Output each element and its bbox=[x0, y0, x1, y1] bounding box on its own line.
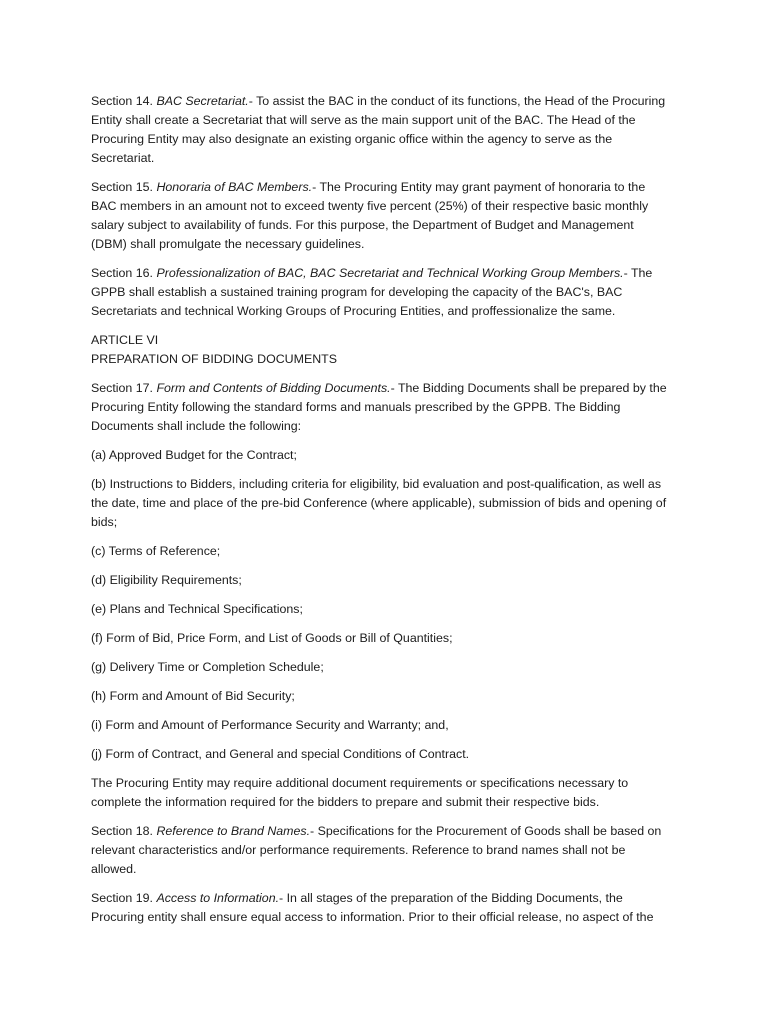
section-15-body: - The Procuring Entity may grant payment of honoraria to the BAC members in an amount not to exceed twenty five percent (25%) of their respective basic monthly salary subject to availability of funds. For this purpose, the Department of Budget and Management (DBM) shall promulgate the necessary guidelines. bbox=[91, 180, 649, 251]
article-heading bbox=[91, 331, 672, 369]
article-number: ARTICLE VI bbox=[91, 333, 159, 347]
section-18-title: Reference to Brand Names. bbox=[156, 824, 311, 838]
list-item-h: (h) Form and Amount of Bid Security; bbox=[91, 689, 295, 703]
section-18-body: - Specifications for the Procurement of Goods shall be based on relevant characteristics and/or performance requirements. Reference to brand names shall not be allowed. bbox=[91, 824, 662, 876]
list-item-f: (f) Form of Bid, Price Form, and List of Goods or Bill of Quantities; bbox=[91, 631, 453, 645]
section-16-body: - The GPPB shall establish a sustained training program for developing the capacity of the BAC's, BAC Secretariats and technical Working Groups of Procuring Entities, and proffessionalize the same. bbox=[91, 266, 653, 318]
section-16-title: Professionalization of BAC, BAC Secretariat and Technical Working Group Members. bbox=[156, 266, 624, 280]
section-19-body: - In all stages of the preparation of the Bidding Documents, the Procuring entity shall ensure equal access to information. Prior to their official release, no aspect of the bbox=[91, 891, 654, 924]
section-14-body: - To assist the BAC in the conduct of its functions, the Head of the Procuring Entity shall create a Secretariat that will serve as the main support unit of the BAC. The Head of the Procuring Entity may also designate an existing organic office within the agency to serve as the Secretariat. bbox=[91, 94, 666, 165]
list-item-i: (i) Form and Amount of Performance Security and Warranty; and, bbox=[91, 718, 449, 732]
list-item-b: (b) Instructions to Bidders, including criteria for eligibility, bid evaluation and post-qualification, as well as the date, time and place of the pre-bid Conference (where applicable), submission of bids and opening of bids; bbox=[91, 477, 667, 529]
section-18-paragraph bbox=[91, 822, 672, 879]
section-19-label: Section 19. bbox=[91, 891, 153, 905]
section-17-title: Form and Contents of Bidding Documents. bbox=[156, 381, 391, 395]
list-item-d: (d) Eligibility Requirements; bbox=[91, 573, 242, 587]
list-item-e: (e) Plans and Technical Specifications; bbox=[91, 602, 303, 616]
list-item-c: (c) Terms of Reference; bbox=[91, 544, 221, 558]
section-17-closing: The Procuring Entity may require additional document requirements or specifications necessary to complete the information required for the bidders to prepare and submit their respective bids. bbox=[91, 776, 629, 809]
section-16-label: Section 16. bbox=[91, 266, 153, 280]
section-17-body: - The Bidding Documents shall be prepared by the Procuring Entity following the standard forms and manuals prescribed by the GPPB. The Bidding Documents shall include the following: bbox=[91, 381, 667, 433]
section-17-label: Section 17. bbox=[91, 381, 153, 395]
list-item-g: (g) Delivery Time or Completion Schedule; bbox=[91, 660, 324, 674]
article-title: PREPARATION OF BIDDING DOCUMENTS bbox=[91, 352, 337, 366]
list-item-a: (a) Approved Budget for the Contract; bbox=[91, 448, 297, 462]
section-18-label: Section 18. bbox=[91, 824, 153, 838]
section-15-title: Honoraria of BAC Members. bbox=[156, 180, 313, 194]
section-15-label: Section 15. bbox=[91, 180, 153, 194]
section-14-title: BAC Secretariat. bbox=[156, 94, 249, 108]
section-19-title: Access to Information. bbox=[156, 891, 280, 905]
section-14-label: Section 14. bbox=[91, 94, 153, 108]
section-15-paragraph bbox=[91, 178, 672, 254]
section-16-paragraph bbox=[91, 264, 672, 321]
list-item-j: (j) Form of Contract, and General and special Conditions of Contract. bbox=[91, 747, 470, 761]
section-17-paragraph bbox=[91, 379, 672, 436]
section-14-paragraph bbox=[91, 92, 672, 168]
section-19-paragraph bbox=[91, 889, 672, 927]
